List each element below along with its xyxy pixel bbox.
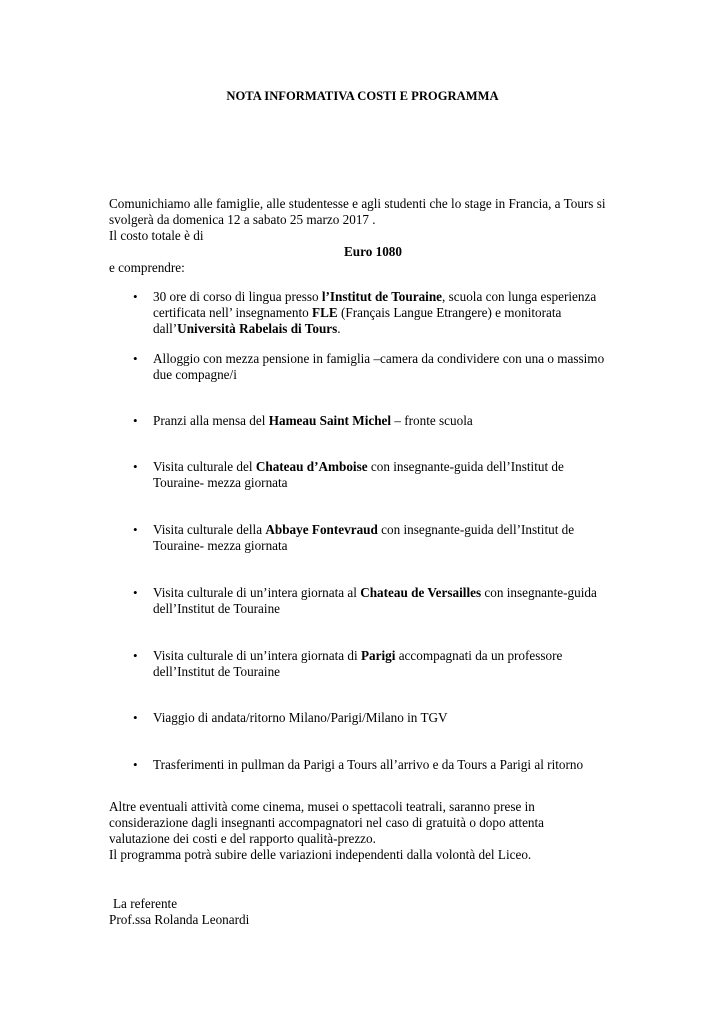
list-item-line: Viaggio di andata/ritorno Milano/Parigi/Milano in TGV bbox=[153, 710, 448, 725]
closing-line: Altre eventuali attività come cinema, musei o spettacoli teatrali, saranno prese in bbox=[109, 799, 535, 814]
list-item-lunch bbox=[109, 413, 643, 429]
list-item-course bbox=[109, 289, 643, 337]
closing-line: valutazione dei costi e del rapporto qualità-prezzo. bbox=[109, 831, 376, 846]
signature-block bbox=[109, 896, 409, 928]
list-item-line: dell’Institut de Touraine bbox=[153, 664, 281, 679]
list-item-line: Visita culturale di un’intera giornata al Chateau de Versailles con insegnante-guida bbox=[153, 585, 597, 600]
list-item-line: Visita culturale della Abbaye Fontevraud con insegnante-guida dell’Institut de bbox=[153, 522, 575, 537]
list-item-transfers bbox=[109, 757, 643, 773]
list-item-line: Pranzi alla mensa del Hameau Saint Michel – fronte scuola bbox=[153, 413, 473, 428]
closing-line: Il programma potrà subire delle variazioni independenti dalla volontà del Liceo. bbox=[109, 847, 532, 862]
bullet-icon: • bbox=[133, 522, 138, 537]
intro-line: svolgerà da domenica 12 a sabato 25 marzo 2017 . bbox=[109, 212, 376, 227]
list-item-line: Visita culturale di un’intera giornata di Parigi accompagnati da un professore bbox=[153, 648, 563, 663]
intro-line: e comprendre: bbox=[109, 260, 185, 275]
bullet-icon: • bbox=[133, 289, 138, 304]
list-item-line: Touraine- mezza giornata bbox=[153, 475, 288, 490]
list-item-versailles bbox=[109, 585, 643, 617]
bullet-icon: • bbox=[133, 710, 138, 725]
list-item-line: Trasferimenti in pullman da Parigi a Tours all’arrivo e da Tours a Parigi al ritorno bbox=[153, 757, 584, 772]
signature-role: La referente bbox=[113, 896, 178, 911]
list-item-accommodation bbox=[109, 351, 643, 383]
list-item-line: 30 ore di corso di lingua presso l’Institut de Touraine, scuola con lunga esperienza bbox=[153, 289, 597, 304]
list-item-line: Touraine- mezza giornata bbox=[153, 538, 288, 553]
list-item-paris bbox=[109, 648, 643, 680]
intro-line: Il costo totale è di bbox=[109, 228, 204, 243]
bullet-icon: • bbox=[133, 351, 138, 366]
list-item-travel bbox=[109, 710, 643, 726]
closing-line: considerazione dagli insegnanti accompagnatori nel caso di gratuità o dopo attenta bbox=[109, 815, 545, 830]
document-title: NOTA INFORMATIVA COSTI E PROGRAMMA bbox=[226, 89, 499, 103]
list-item-line: dall’Università Rabelais di Tours. bbox=[153, 321, 341, 336]
list-item-line: dell’Institut de Touraine bbox=[153, 601, 281, 616]
list-item-line: due compagne/i bbox=[153, 367, 237, 382]
list-item-fontevraud bbox=[109, 522, 643, 554]
bullet-icon: • bbox=[133, 757, 138, 772]
list-item-line: Visita culturale del Chateau d’Amboise con insegnante-guida dell’Institut de bbox=[153, 459, 564, 474]
list-item-amboise bbox=[109, 459, 643, 491]
bullet-icon: • bbox=[133, 413, 138, 428]
list-item-line: certificata nell’ insegnamento FLE (Français Langue Etrangere) e monitorata bbox=[153, 305, 562, 320]
bullet-icon: • bbox=[133, 648, 138, 663]
bullet-icon: • bbox=[133, 459, 138, 474]
intro-line: Comunichiamo alle famiglie, alle studentesse e agli studenti che lo stage in Francia, a Tours si bbox=[109, 196, 606, 211]
bullet-icon: • bbox=[133, 585, 138, 600]
intro-paragraph bbox=[109, 196, 629, 276]
signature-name: Prof.ssa Rolanda Leonardi bbox=[109, 912, 250, 927]
list-item-line: Alloggio con mezza pensione in famiglia –camera da condividere con una o massimo bbox=[153, 351, 605, 366]
total-price: Euro 1080 bbox=[343, 244, 402, 259]
closing-paragraph bbox=[109, 799, 629, 863]
